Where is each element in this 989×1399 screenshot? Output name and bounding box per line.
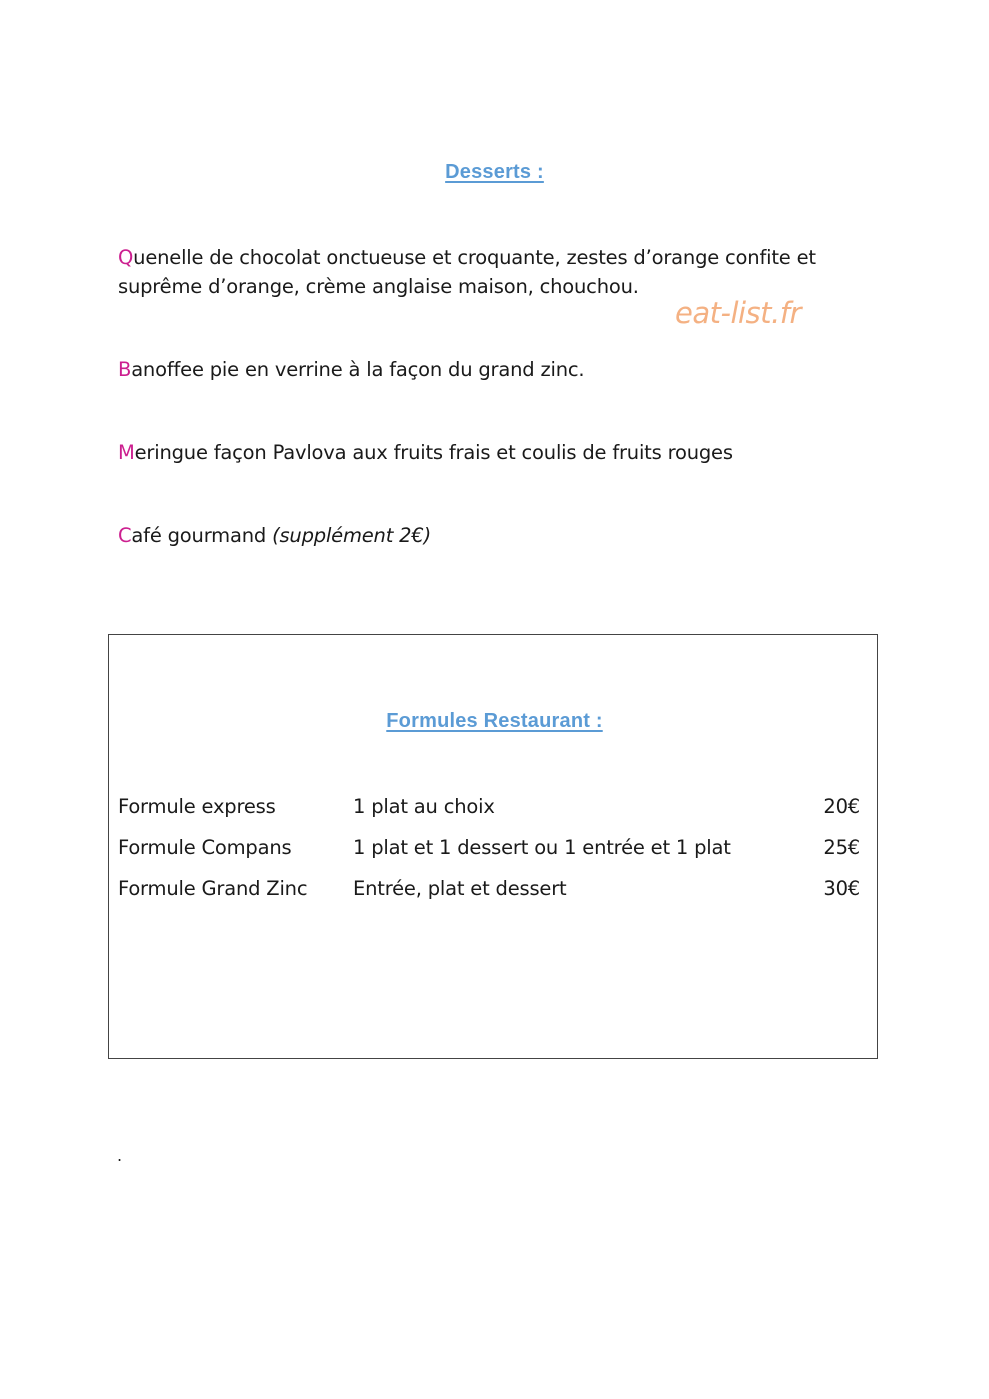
dessert-item bbox=[118, 521, 838, 550]
dessert-text: eringue façon Pavlova aux fruits frais et coulis de fruits rouges bbox=[134, 441, 733, 464]
dessert-initial: Q bbox=[118, 246, 134, 269]
formule-description: 1 plat et 1 dessert ou 1 entrée et 1 plat bbox=[353, 836, 731, 859]
formule-name: Formule express bbox=[118, 795, 276, 818]
dessert-initial: C bbox=[118, 524, 132, 547]
formule-row bbox=[118, 874, 860, 904]
formule-price: 30€ bbox=[823, 877, 860, 900]
dessert-initial: B bbox=[118, 358, 132, 381]
formule-row bbox=[118, 833, 860, 863]
formule-name: Formule Grand Zinc bbox=[118, 877, 308, 900]
dessert-item bbox=[118, 438, 838, 467]
formule-description: Entrée, plat et dessert bbox=[353, 877, 567, 900]
desserts-title: Desserts : bbox=[445, 161, 544, 183]
watermark: eat-list.fr bbox=[675, 296, 801, 330]
dessert-item bbox=[118, 355, 838, 384]
dessert-item bbox=[118, 243, 838, 301]
formule-price: 20€ bbox=[823, 795, 860, 818]
formule-row bbox=[118, 792, 860, 822]
formule-price: 25€ bbox=[823, 836, 860, 859]
dessert-text: anoffee pie en verrine à la façon du grand zinc. bbox=[131, 358, 585, 381]
dessert-text: uenelle de chocolat onctueuse et croquante, zestes d’orange confite et suprême d’orange, crème anglaise maison, chouchou. bbox=[118, 246, 816, 298]
footer-dot: . bbox=[117, 1146, 123, 1165]
formules-title: Formules Restaurant : bbox=[386, 710, 603, 732]
dessert-text: afé gourmand bbox=[131, 524, 273, 547]
dessert-initial: M bbox=[118, 441, 135, 464]
formule-description: 1 plat au choix bbox=[353, 795, 495, 818]
formule-name: Formule Compans bbox=[118, 836, 292, 859]
dessert-supplement-note: (supplément 2€) bbox=[272, 524, 431, 547]
